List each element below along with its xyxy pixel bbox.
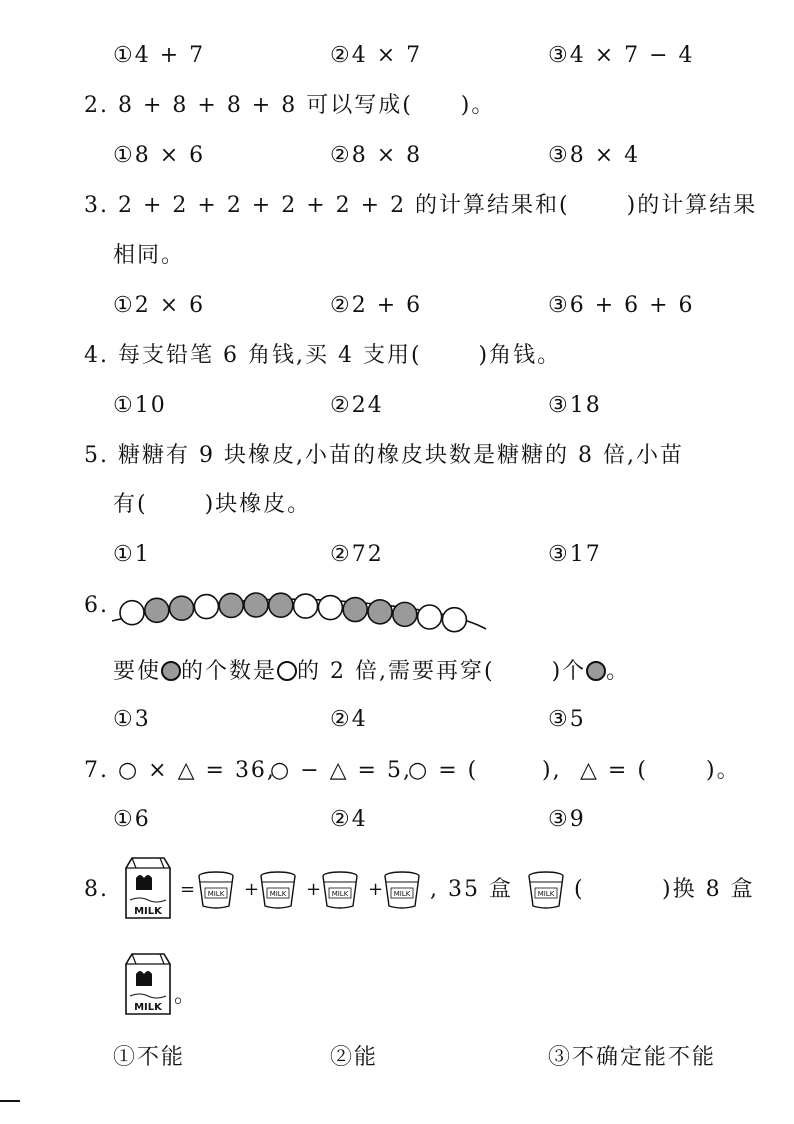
q5-options [0, 535, 794, 575]
q7-part-1: 7. ○ × △ = 36, [84, 758, 276, 783]
gray-circle-icon [586, 661, 606, 681]
q6-option-2[interactable]: ②4 [330, 707, 368, 732]
gray-bead [244, 593, 268, 617]
q6-text-c: 的 2 倍,需要再穿( )个 [297, 659, 587, 684]
white-bead [294, 594, 318, 618]
yogurt-cup-label: MILK [537, 890, 555, 898]
question-6-text-line [0, 652, 794, 692]
question-3-cont [0, 236, 794, 276]
question-7 [0, 751, 794, 791]
q8-text-b: ( [574, 877, 585, 902]
question-3 [0, 186, 794, 226]
gray-bead [145, 598, 169, 622]
q4-option-2[interactable]: ②24 [330, 393, 384, 418]
q3-option-1[interactable]: ①2 × 6 [113, 293, 206, 318]
yogurt-cup-label: MILK [269, 890, 287, 898]
q7-part-3: ○ = ( [408, 758, 479, 783]
gray-bead [170, 596, 194, 620]
yogurt-cup-icon [196, 870, 236, 910]
question-6-text [113, 652, 630, 692]
gray-bead [269, 593, 293, 617]
q7-part-5: △ = ( [580, 758, 648, 783]
q8-option-2[interactable]: ②能 [330, 1045, 379, 1070]
q1-option-1[interactable]: ①4 + 7 [113, 43, 206, 68]
question-5-cont [0, 485, 794, 525]
q8-option-3[interactable]: ③不确定能不能 [548, 1045, 717, 1070]
q2-option-3[interactable]: ③8 × 4 [548, 143, 641, 168]
bead-string [110, 585, 490, 639]
q3-option-2[interactable]: ②2 + 6 [330, 293, 423, 318]
gray-bead [393, 602, 417, 626]
bead-string-svg [110, 585, 490, 635]
equals-sign: = [180, 879, 198, 900]
yogurt-cup-label: MILK [331, 890, 349, 898]
white-bead [120, 601, 144, 625]
plus-sign: + [368, 879, 386, 900]
gray-bead [219, 593, 243, 617]
question-2-text: 2. 8 + 8 + 8 + 8 可以写成( )。 [84, 93, 496, 118]
q6-text-b: 的个数是 [181, 659, 278, 684]
question-6-number: 6. [84, 593, 109, 618]
white-bead [318, 596, 342, 620]
milk-box-icon [118, 856, 174, 920]
q7-part-6: )。 [706, 758, 741, 783]
yogurt-cup-icon [382, 870, 422, 910]
yogurt-cup-label: MILK [393, 890, 411, 898]
q3-options [0, 286, 794, 326]
q6-text-a: 要使 [113, 659, 162, 684]
q3-option-3[interactable]: ③6 + 6 + 6 [548, 293, 695, 318]
yogurt-cup-label: MILK [207, 890, 225, 898]
q8-text-c: )换 8 盒 [662, 877, 755, 902]
q7-option-3[interactable]: ③9 [548, 807, 586, 832]
question-5-text-cont: 有( )块橡皮。 [113, 492, 312, 517]
q4-options [0, 386, 794, 426]
q8-option-1[interactable]: ①不能 [113, 1045, 186, 1070]
q1-option-2[interactable]: ②4 × 7 [330, 43, 423, 68]
question-4-text: 4. 每支铅笔 6 角钱,买 4 支用( )角钱。 [84, 343, 562, 368]
question-8-end [0, 976, 794, 1016]
q7-part-2: ○ − △ = 5, [270, 758, 412, 783]
white-bead [194, 595, 218, 619]
white-circle-icon [277, 661, 297, 681]
white-bead [442, 608, 466, 632]
white-bead [418, 605, 442, 629]
milk-box-label: MILK [134, 1002, 162, 1013]
q6-option-3[interactable]: ③5 [548, 707, 586, 732]
q6-options [0, 700, 794, 740]
q6-text-d: 。 [606, 659, 631, 684]
yogurt-cup-icon [258, 870, 298, 910]
q4-option-1[interactable]: ①10 [113, 393, 167, 418]
plus-sign: + [306, 879, 324, 900]
page-edge-mark [0, 1100, 20, 1102]
gray-circle-icon [161, 661, 181, 681]
gray-bead [368, 600, 392, 624]
q5-option-3[interactable]: ③17 [548, 542, 602, 567]
question-5 [0, 436, 794, 476]
q8-text-end: 。 [174, 983, 199, 1008]
yogurt-cup-icon [320, 870, 360, 910]
gray-bead [343, 598, 367, 622]
question-3-text-cont: 相同。 [113, 243, 186, 268]
q4-option-3[interactable]: ③18 [548, 393, 602, 418]
milk-box-label: MILK [134, 906, 162, 917]
q7-part-4: ), [542, 758, 562, 783]
q7-option-1[interactable]: ①6 [113, 807, 151, 832]
q8-options [0, 1038, 794, 1078]
q5-option-2[interactable]: ②72 [330, 542, 384, 567]
question-8-number: 8. [84, 877, 109, 902]
q2-option-2[interactable]: ②8 × 8 [330, 143, 423, 168]
q6-option-1[interactable]: ①3 [113, 707, 151, 732]
q7-option-2[interactable]: ②4 [330, 807, 368, 832]
q1-options [0, 36, 794, 76]
question-2 [0, 86, 794, 126]
q8-text-a: , 35 盒 [430, 877, 513, 902]
question-3-text: 3. 2 + 2 + 2 + 2 + 2 + 2 的计算结果和( )的计算结果 [84, 193, 758, 218]
question-4 [0, 336, 794, 376]
q7-options [0, 800, 794, 840]
yogurt-cup-icon [526, 870, 566, 910]
q1-option-3[interactable]: ③4 × 7 − 4 [548, 43, 695, 68]
q2-options [0, 136, 794, 176]
q2-option-1[interactable]: ①8 × 6 [113, 143, 206, 168]
plus-sign: + [244, 879, 262, 900]
q5-option-1[interactable]: ①1 [113, 542, 151, 567]
question-5-text: 5. 糖糖有 9 块橡皮,小苗的橡皮块数是糖糖的 8 倍,小苗 [84, 443, 684, 468]
